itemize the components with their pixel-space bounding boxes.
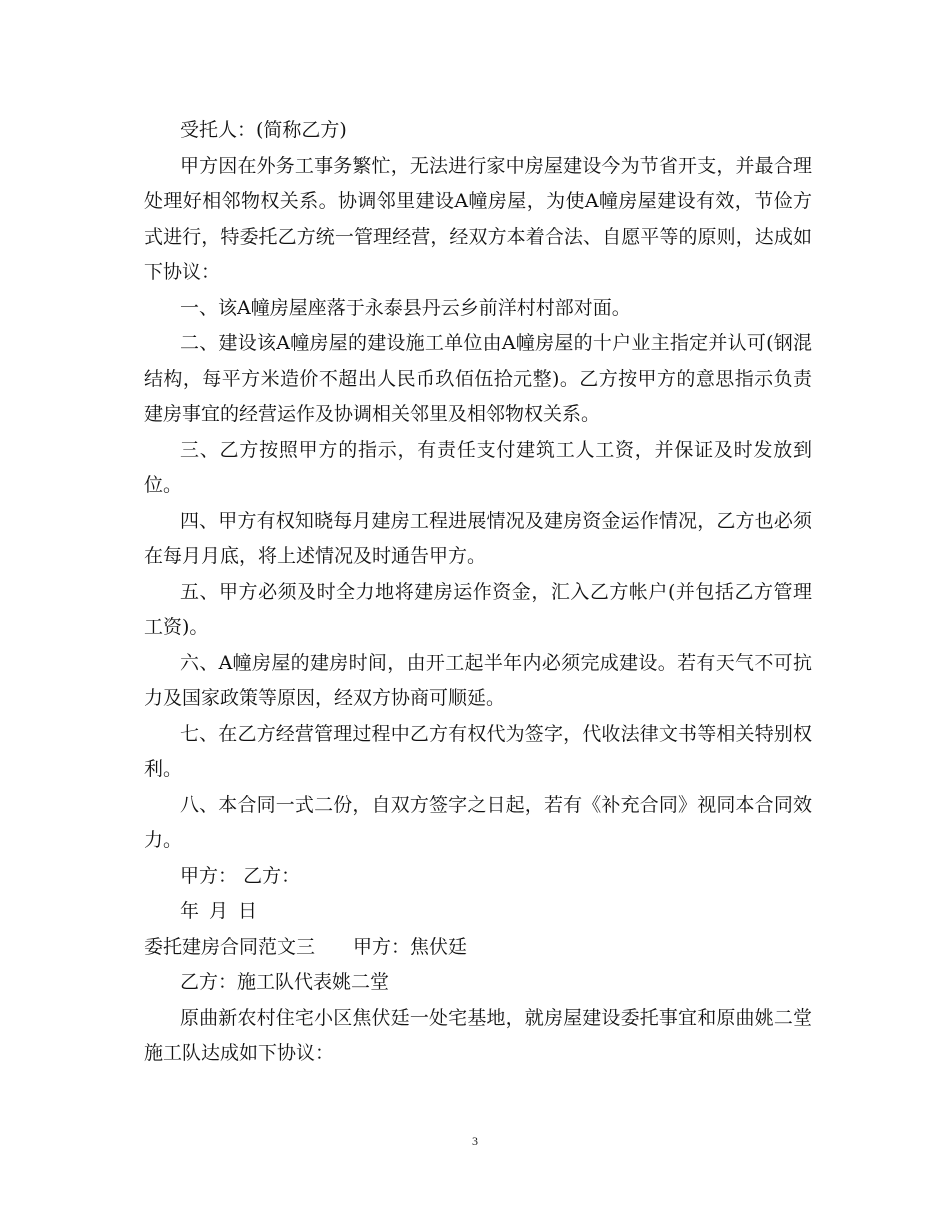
date-day: 日 [238, 900, 258, 922]
clause-6: 六、A幢房屋的建房时间，由开工起半年内必须完成建设。若有天气不可抗力及国家政策等原因，经双方协商可顺延。 [144, 651, 812, 709]
section-party-b: 乙方：施工队代表姚二堂 [180, 971, 390, 993]
clause-7: 七、在乙方经营管理过程中乙方有权代为签字，代收法律文书等相关特别权利。 [144, 722, 812, 780]
section-heading-line [144, 930, 812, 966]
date-line [144, 894, 812, 930]
clause-5: 五、甲方必须及时全力地将建房运作资金，汇入乙方帐户(并包括乙方管理工资)。 [144, 580, 812, 638]
signature-line [144, 859, 812, 895]
signature-party-b: 乙方： [243, 864, 301, 887]
clause-4: 四、甲方有权知晓每月建房工程进展情况及建房资金运作情况，乙方也必须在每月月底，将上述情况及时通告甲方。 [144, 509, 812, 567]
section-intro: 原曲新农村住宅小区焦伏廷一处宅基地，就房屋建设委托事宜和原曲姚二堂施工队达成如下协议： [144, 1006, 812, 1064]
paragraph-trustee: 受托人：(简称乙方) [180, 119, 347, 141]
date-year: 年 [180, 900, 200, 922]
clause-8: 八、本合同一式二份，自双方签字之日起，若有《补充合同》视同本合同效力。 [144, 793, 812, 851]
document-body [144, 113, 812, 1072]
section-party-a: 甲方：焦伏廷 [353, 935, 468, 958]
paragraph-preamble: 甲方因在外务工事务繁忙，无法进行家中房屋建设今为节省开支，并最合理处理好相邻物权关系。协调邻里建设A幢房屋，为使A幢房屋建设有效，节俭方式进行，特委托乙方统一管理经营，经双方本着合法、自愿平等的原则，达成如下协议： [144, 154, 812, 283]
section-title: 委托建房合同范文三 [144, 935, 316, 958]
clause-1: 一、该A幢房屋座落于永泰县丹云乡前洋村村部对面。 [180, 296, 631, 319]
page-number: 3 [472, 1134, 478, 1148]
clause-3: 三、乙方按照甲方的指示，有责任支付建筑工人工资，并保证及时发放到位。 [144, 438, 812, 496]
clause-2: 二、建设该A幢房屋的建设施工单位由A幢房屋的十户业主指定并认可(钢混结构，每平方米造价不超出人民币玖佰伍拾元整)。乙方按甲方的意思指示负责建房事宜的经营运作及协调相关邻里及相邻物权关系。 [144, 332, 812, 425]
date-month: 月 [209, 900, 229, 922]
signature-party-a: 甲方： [180, 864, 238, 887]
